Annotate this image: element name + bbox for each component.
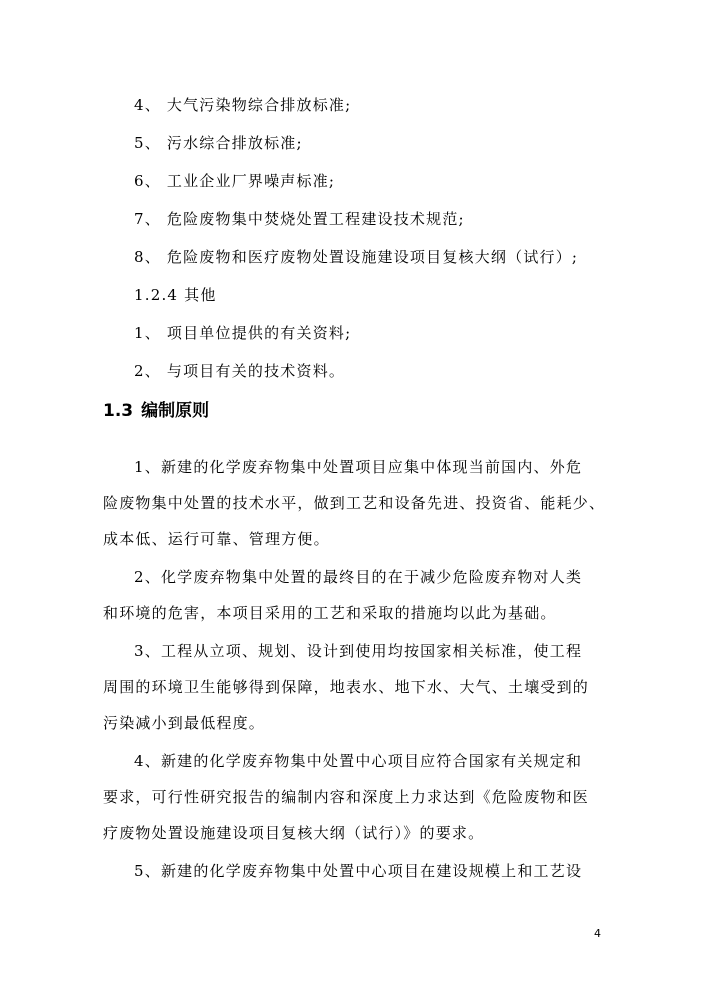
paragraph-4-line-2: 要求，可行性研究报告的编制内容和深度上力求达到《危险废物和医 xyxy=(103,788,590,806)
list-item-standard-7: 7、 危险废物集中焚烧处置工程建设技术规范; xyxy=(134,210,465,228)
list-item-standard-5: 5、 污水综合排放标准; xyxy=(134,134,303,152)
section-title: 编制原则 xyxy=(141,401,210,421)
list-item-standard-6: 6、 工业企业厂界噪声标准; xyxy=(134,172,336,190)
paragraph-3-line-1: 3、工程从立项、规划、设计到使用均按国家相关标准，使工程 xyxy=(134,642,583,660)
list-item-standard-8: 8、 危险废物和医疗废物处置设施建设项目复核大纲（试行）; xyxy=(134,248,579,266)
paragraph-3-line-3: 污染减小到最低程度。 xyxy=(103,714,266,732)
paragraph-1-line-2: 险废物集中处置的技术水平，做到工艺和设备先进、投资省、能耗少、 xyxy=(103,494,606,512)
section-heading xyxy=(103,399,209,423)
subsection-title: 1.2.4 其他 xyxy=(134,286,217,304)
paragraph-2-line-2: 和环境的危害，本项目采用的工艺和采取的措施均以此为基础。 xyxy=(103,604,557,622)
list-item-other-1: 1、 项目单位提供的有关资料; xyxy=(134,324,352,342)
page-number: 4 xyxy=(594,927,601,940)
paragraph-1-line-3: 成本低、运行可靠、管理方便。 xyxy=(103,530,330,548)
paragraph-5-line-1: 5、新建的化学废弃物集中处置中心项目在建设规模上和工艺设 xyxy=(134,862,583,880)
list-item-other-2: 2、 与项目有关的技术资料。 xyxy=(134,362,346,380)
list-item-standard-4: 4、 大气污染物综合排放标准; xyxy=(134,96,352,114)
paragraph-4-line-1: 4、新建的化学废弃物集中处置中心项目应符合国家有关规定和 xyxy=(134,752,583,770)
paragraph-3-line-2: 周围的环境卫生能够得到保障，地表水、地下水、大气、土壤受到的 xyxy=(103,678,590,696)
paragraph-4-line-3: 疗废物处置设施建设项目复核大纲（试行）》的要求。 xyxy=(103,824,485,842)
paragraph-1-line-1: 1、新建的化学废弃物集中处置项目应集中体现当前国内、外危 xyxy=(134,458,583,476)
paragraph-2-line-1: 2、化学废弃物集中处置的最终目的在于减少危险废弃物对人类 xyxy=(134,568,583,586)
section-number: 1.3 xyxy=(103,401,134,421)
